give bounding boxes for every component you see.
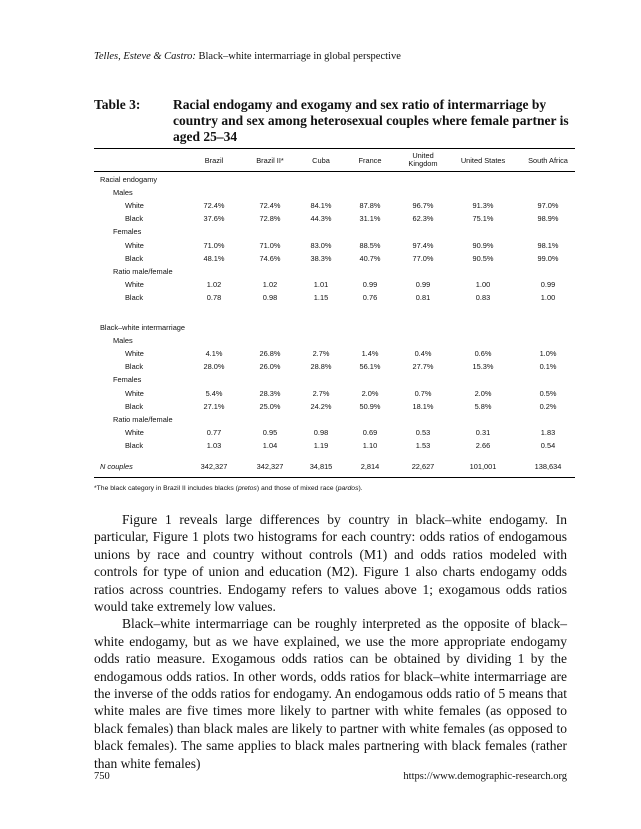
table-cell: 72.8% (259, 214, 281, 224)
table-cell: 84.1% (310, 201, 332, 211)
table-cell: 1.02 (206, 279, 222, 289)
table-cell: 72.4% (259, 201, 281, 211)
row-label: Black (125, 401, 144, 411)
table-cell: 1.03 (206, 440, 222, 450)
table-cell: 1.00 (475, 279, 491, 289)
table-cell: 0.7% (414, 388, 432, 398)
table-row (94, 293, 575, 304)
table-cell: 0.76 (362, 292, 378, 302)
section-title (94, 323, 575, 334)
body-text (94, 511, 567, 772)
group-title (94, 227, 575, 238)
table-row (94, 349, 575, 360)
table-cell: 101,001 (469, 462, 497, 471)
table-cell: 342,327 (256, 462, 284, 471)
group-title-label: Females (113, 227, 142, 237)
row-label: Black (125, 292, 144, 302)
table-cell: 77.0% (412, 253, 434, 263)
table-cell: 0.99 (540, 279, 556, 289)
table-cell: 71.0% (259, 240, 281, 250)
table-cell: 0.2% (539, 401, 557, 411)
table-cell: 0.81 (415, 292, 431, 302)
table-cell: 99.0% (537, 253, 559, 263)
table-cell: 1.00 (540, 292, 556, 302)
table-label: Table 3: (94, 97, 141, 112)
group-title-label: Ratio male/female (113, 414, 173, 424)
group-title (94, 188, 575, 199)
table-cell: 0.83 (475, 292, 491, 302)
group-title (94, 375, 575, 386)
row-label: Black (125, 253, 144, 263)
table-cell: 40.7% (359, 253, 381, 263)
table-bottom-rule (94, 477, 575, 478)
n-couples-label: N couples (100, 462, 133, 471)
column-header: United Kingdom (408, 151, 438, 168)
table-cell: 97.4% (412, 240, 434, 250)
table-cell: 96.7% (412, 201, 434, 211)
group-title (94, 415, 575, 426)
table-row (94, 428, 575, 439)
table-cell: 22,627 (411, 462, 435, 471)
group-title-label: Males (113, 188, 133, 198)
table-cell: 0.98 (262, 292, 278, 302)
table-row (94, 389, 575, 400)
row-label: White (125, 240, 144, 250)
row-label: White (125, 388, 144, 398)
table-cell: 26.0% (259, 362, 281, 372)
row-label: White (125, 201, 144, 211)
table-cell: 0.1% (539, 362, 557, 372)
table-cell: 44.3% (310, 214, 332, 224)
table-cell: 5.8% (474, 401, 492, 411)
row-label: White (125, 349, 144, 359)
footnote-prefix: *The black category in Brazil II includes blacks ( (94, 485, 238, 492)
table-row (94, 214, 575, 225)
table-cell: 27.1% (203, 401, 225, 411)
table-cell: 0.69 (362, 427, 378, 437)
table-cell: 75.1% (472, 214, 494, 224)
table-cell: 5.4% (205, 388, 223, 398)
table-cell: 2.7% (312, 388, 330, 398)
table-cell: 26.8% (259, 349, 281, 359)
section-title (94, 175, 575, 186)
section-title-label: Black–white intermarriage (100, 323, 186, 332)
page-number: 750 (94, 771, 110, 782)
group-title (94, 267, 575, 278)
table-cell: 0.53 (415, 427, 431, 437)
table-cell: 2.0% (361, 388, 379, 398)
column-header: Brazil II* (256, 156, 284, 165)
footnote-term-pardos: pardos (337, 485, 359, 492)
table-footnote (94, 485, 363, 492)
footer-url: https://www.demographic-research.org (403, 771, 567, 782)
table-cell: 62.3% (412, 214, 434, 224)
table-cell: 4.1% (205, 349, 223, 359)
column-header: South Africa (528, 156, 568, 165)
table-cell: 1.04 (262, 440, 278, 450)
table-cell: 0.99 (415, 279, 431, 289)
table-cell: 0.98 (313, 427, 329, 437)
table-cell: 2.0% (474, 388, 492, 398)
table-cell: 138,634 (534, 462, 562, 471)
column-header: United States (460, 156, 506, 165)
row-label: White (125, 427, 144, 437)
table-cell: 1.4% (361, 349, 379, 359)
table-row (94, 201, 575, 212)
table-cell: 18.1% (412, 401, 434, 411)
table-cell: 1.83 (540, 427, 556, 437)
table-row (94, 280, 575, 291)
running-head (94, 51, 401, 62)
body-paragraph: Black–white intermarriage can be roughly interpreted as the opposite of black–white endogamy, but as we have explained, we use the more appropriate endogamy odds ratio measure. Exogamous odds ratios can be obtained by dividing 1 by the endogamous odds ratios. In other words, odds ratios for black–white intermarriage are the inverse of the odds ratios for endogamy. An endogamous odds ratio of 5 means that white males are five times more likely to partner with white females (as opposed to black females) than black males are likely to partner with white females (as opposed to black females). The same applies to black males partnering with black females (rather than white females) (94, 616, 567, 771)
table-cell: 1.53 (415, 440, 431, 450)
table-cell: 342,327 (200, 462, 228, 471)
table-cell: 0.5% (539, 388, 557, 398)
table-cell: 1.02 (262, 279, 278, 289)
footnote-term-pretos: pretos (237, 485, 257, 492)
table-row (94, 441, 575, 452)
table-cell: 71.0% (203, 240, 225, 250)
table-cell: 37.6% (203, 214, 225, 224)
table-cell: 0.99 (362, 279, 378, 289)
table-row (94, 362, 575, 373)
table-cell: 34,815 (309, 462, 333, 471)
table-cell: 1.0% (539, 349, 557, 359)
group-title-label: Males (113, 336, 133, 346)
table-cell: 72.4% (203, 201, 225, 211)
table-header-rule (94, 171, 575, 172)
table-cell: 0.31 (475, 427, 491, 437)
table-cell: 0.54 (540, 440, 556, 450)
n-couples-row (94, 462, 575, 473)
table-cell: 2.66 (475, 440, 491, 450)
table-cell: 2.7% (312, 349, 330, 359)
table-cell: 0.4% (414, 349, 432, 359)
table-cell: 27.7% (412, 362, 434, 372)
table-cell: 38.3% (310, 253, 332, 263)
column-header: Cuba (312, 156, 330, 165)
table-cell: 1.15 (313, 292, 329, 302)
table-cell: 88.5% (359, 240, 381, 250)
table-cell: 83.0% (310, 240, 332, 250)
table-row (94, 254, 575, 265)
column-header: France (358, 156, 382, 165)
group-title-label: Females (113, 375, 142, 385)
table-cell: 1.01 (313, 279, 329, 289)
table-row (94, 402, 575, 413)
running-head-title: Black–white intermarriage in global perspective (198, 51, 401, 62)
table-cell: 0.6% (474, 349, 492, 359)
footnote-suffix: ). (358, 485, 363, 492)
table-cell: 28.8% (310, 362, 332, 372)
group-title-label: Ratio male/female (113, 266, 173, 276)
running-head-authors: Telles, Esteve & Castro: (94, 51, 196, 62)
table-cell: 56.1% (359, 362, 381, 372)
row-label: Black (125, 362, 144, 372)
table-cell: 98.9% (537, 214, 559, 224)
table-caption: Racial endogamy and exogamy and sex ratio of intermarriage by country and sex among heterosexual couples where female partner is aged 25–34 (173, 97, 569, 144)
row-label: Black (125, 440, 144, 450)
table-cell: 91.3% (472, 201, 494, 211)
table-cell: 2,814 (360, 462, 380, 471)
footnote-middle: ) and those of mixed race ( (256, 485, 338, 492)
table-cell: 98.1% (537, 240, 559, 250)
table-cell: 25.0% (259, 401, 281, 411)
table-cell: 90.5% (472, 253, 494, 263)
table-cell: 15.3% (472, 362, 494, 372)
table-cell: 31.1% (359, 214, 381, 224)
table-cell: 0.77 (206, 427, 222, 437)
row-label: White (125, 279, 144, 289)
table-cell: 90.9% (472, 240, 494, 250)
table-row (94, 241, 575, 252)
table-cell: 24.2% (310, 401, 332, 411)
table-cell: 1.19 (313, 440, 329, 450)
table-cell: 74.6% (259, 253, 281, 263)
table-cell: 28.0% (203, 362, 225, 372)
table-top-rule (94, 148, 575, 149)
section-title-label: Racial endogamy (100, 175, 158, 184)
row-label: Black (125, 214, 144, 224)
table-cell: 87.8% (359, 201, 381, 211)
table-cell: 48.1% (203, 253, 225, 263)
table-cell: 1.10 (362, 440, 378, 450)
table-cell: 97.0% (537, 201, 559, 211)
table-cell: 28.3% (259, 388, 281, 398)
table-cell: 0.78 (206, 292, 222, 302)
body-paragraph: Figure 1 reveals large differences by country in black–white endogamy. In particular, Figure 1 plots two histograms for each country: odds ratios of endogamous unions by race and country without controls (M1) and odds ratios modeled with controls for type of union and education (M2). Figure 1 also charts endogamy odds ratios across countries. Endogamy refers to values above 1; exogamous odds ratios would take extremely low values. (94, 512, 567, 615)
column-header: Brazil (204, 156, 224, 165)
group-title (94, 336, 575, 347)
table-cell: 50.9% (359, 401, 381, 411)
table-cell: 0.95 (262, 427, 278, 437)
